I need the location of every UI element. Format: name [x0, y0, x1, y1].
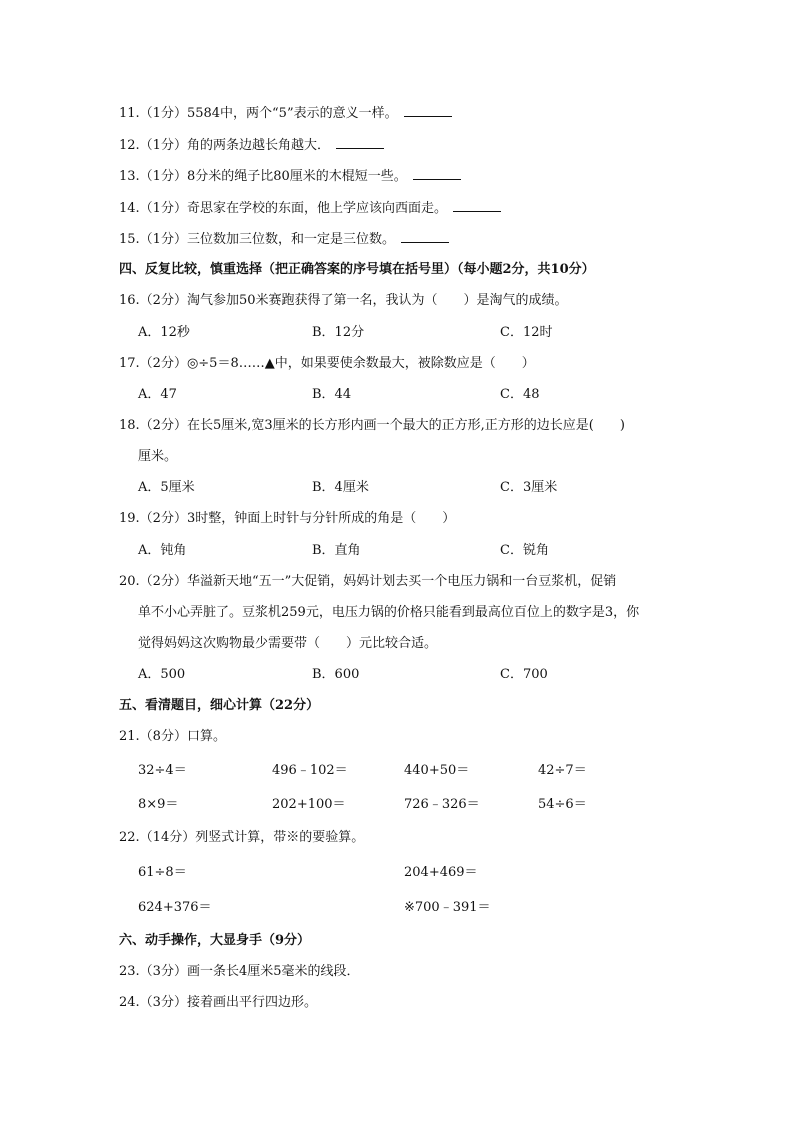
- question-15-text: 15.（1分）三位数加三位数，和一定是三位数。: [119, 232, 395, 247]
- q21-item: 42÷7＝: [538, 763, 587, 778]
- q20-option-b[interactable]: B．600: [312, 667, 360, 682]
- question-14-text: 14.（1分）奇思家在学校的东面，他上学应该向西面走。: [119, 201, 447, 216]
- q21-item: 726﹣326＝: [404, 797, 480, 812]
- question-20-stem-line2: 单不小心弄脏了。豆浆机259元，电压力锅的价格只能看到最高位百位上的数字是3，你: [138, 605, 640, 620]
- question-20-stem-line1: 20.（2分）华溢新天地“五一”大促销，妈妈计划去买一个电压力锅和一台豆浆机，促销: [119, 574, 617, 589]
- answer-blank-12[interactable]: [336, 136, 384, 149]
- q18-option-b[interactable]: B．4厘米: [312, 480, 369, 495]
- question-20-stem-line3: 觉得妈妈这次购物最少需要带（ ）元比较合适。: [138, 636, 438, 651]
- question-17-stem: 17.（2分）◎÷5＝8……▲中，如果要使余数最大，被除数应是（ ）: [119, 356, 535, 371]
- section-4-heading: 四、反复比较，慎重选择（把正确答案的序号填在括号里）（每小题2分，共10分）: [119, 262, 595, 277]
- q21-item: 440+50＝: [404, 763, 470, 778]
- q20-option-c[interactable]: C．700: [500, 667, 548, 682]
- question-13-text: 13.（1分）8分米的绳子比80厘米的木棍短一些。: [119, 169, 407, 184]
- question-22-stem: 22.（14分）列竖式计算，带※的要验算。: [119, 830, 365, 845]
- question-11: [119, 104, 452, 123]
- q19-option-c[interactable]: C．锐角: [500, 543, 549, 558]
- q18-option-a[interactable]: A．5厘米: [138, 480, 195, 495]
- answer-blank-14[interactable]: [453, 199, 501, 212]
- question-12: [119, 136, 384, 155]
- answer-blank-15[interactable]: [401, 230, 449, 243]
- question-19-stem: 19.（2分）3时整，钟面上时针与分针所成的角是（ ）: [119, 511, 456, 526]
- q21-item: 54÷6＝: [538, 797, 587, 812]
- q16-option-c[interactable]: C．12时: [500, 325, 553, 340]
- q20-option-a[interactable]: A．500: [138, 667, 186, 682]
- q17-option-c[interactable]: C．48: [500, 387, 540, 402]
- question-14: [119, 199, 501, 218]
- q16-option-a[interactable]: A．12秒: [138, 325, 190, 340]
- answer-blank-11[interactable]: [404, 104, 452, 117]
- question-16-stem: 16.（2分）淘气参加50米赛跑获得了第一名，我认为（ ）是淘气的成绩。: [119, 293, 568, 308]
- q17-option-a[interactable]: A．47: [138, 387, 177, 402]
- question-23: 23.（3分）画一条长4厘米5毫米的线段．: [119, 964, 360, 979]
- q18-option-c[interactable]: C．3厘米: [500, 480, 558, 495]
- question-21-stem: 21.（8分）口算。: [119, 729, 226, 744]
- q17-option-b[interactable]: B．44: [312, 387, 352, 402]
- question-18-stem-line1: 18.（2分）在长5厘米,宽3厘米的长方形内画一个最大的正方形,正方形的边长应是( ): [119, 418, 625, 433]
- q21-item: 496﹣102＝: [272, 763, 348, 778]
- question-11-text: 11.（1分）5584中，两个“5”表示的意义一样。: [119, 106, 398, 121]
- question-13: [119, 167, 461, 186]
- q21-item: 202+100＝: [272, 797, 346, 812]
- q21-item: 8×9＝: [138, 797, 179, 812]
- q19-option-b[interactable]: B．直角: [312, 543, 361, 558]
- section-5-heading: 五、看清题目，细心计算（22分）: [119, 698, 320, 713]
- q21-item: 32÷4＝: [138, 763, 187, 778]
- q16-option-b[interactable]: B．12分: [312, 325, 365, 340]
- question-15: [119, 230, 449, 249]
- q22-item: ※700﹣391＝: [404, 900, 491, 915]
- question-18-stem-line2: 厘米。: [138, 449, 178, 464]
- question-12-text: 12.（1分）角的两条边越长角越大．: [119, 138, 330, 153]
- question-24: 24.（3分）接着画出平行四边形。: [119, 995, 317, 1010]
- q22-item: 204+469＝: [404, 865, 478, 880]
- section-6-heading: 六、动手操作，大显身手（9分）: [119, 933, 311, 948]
- answer-blank-13[interactable]: [413, 167, 461, 180]
- q19-option-a[interactable]: A．钝角: [138, 543, 187, 558]
- q22-item: 61÷8＝: [138, 865, 187, 880]
- q22-item: 624+376＝: [138, 900, 212, 915]
